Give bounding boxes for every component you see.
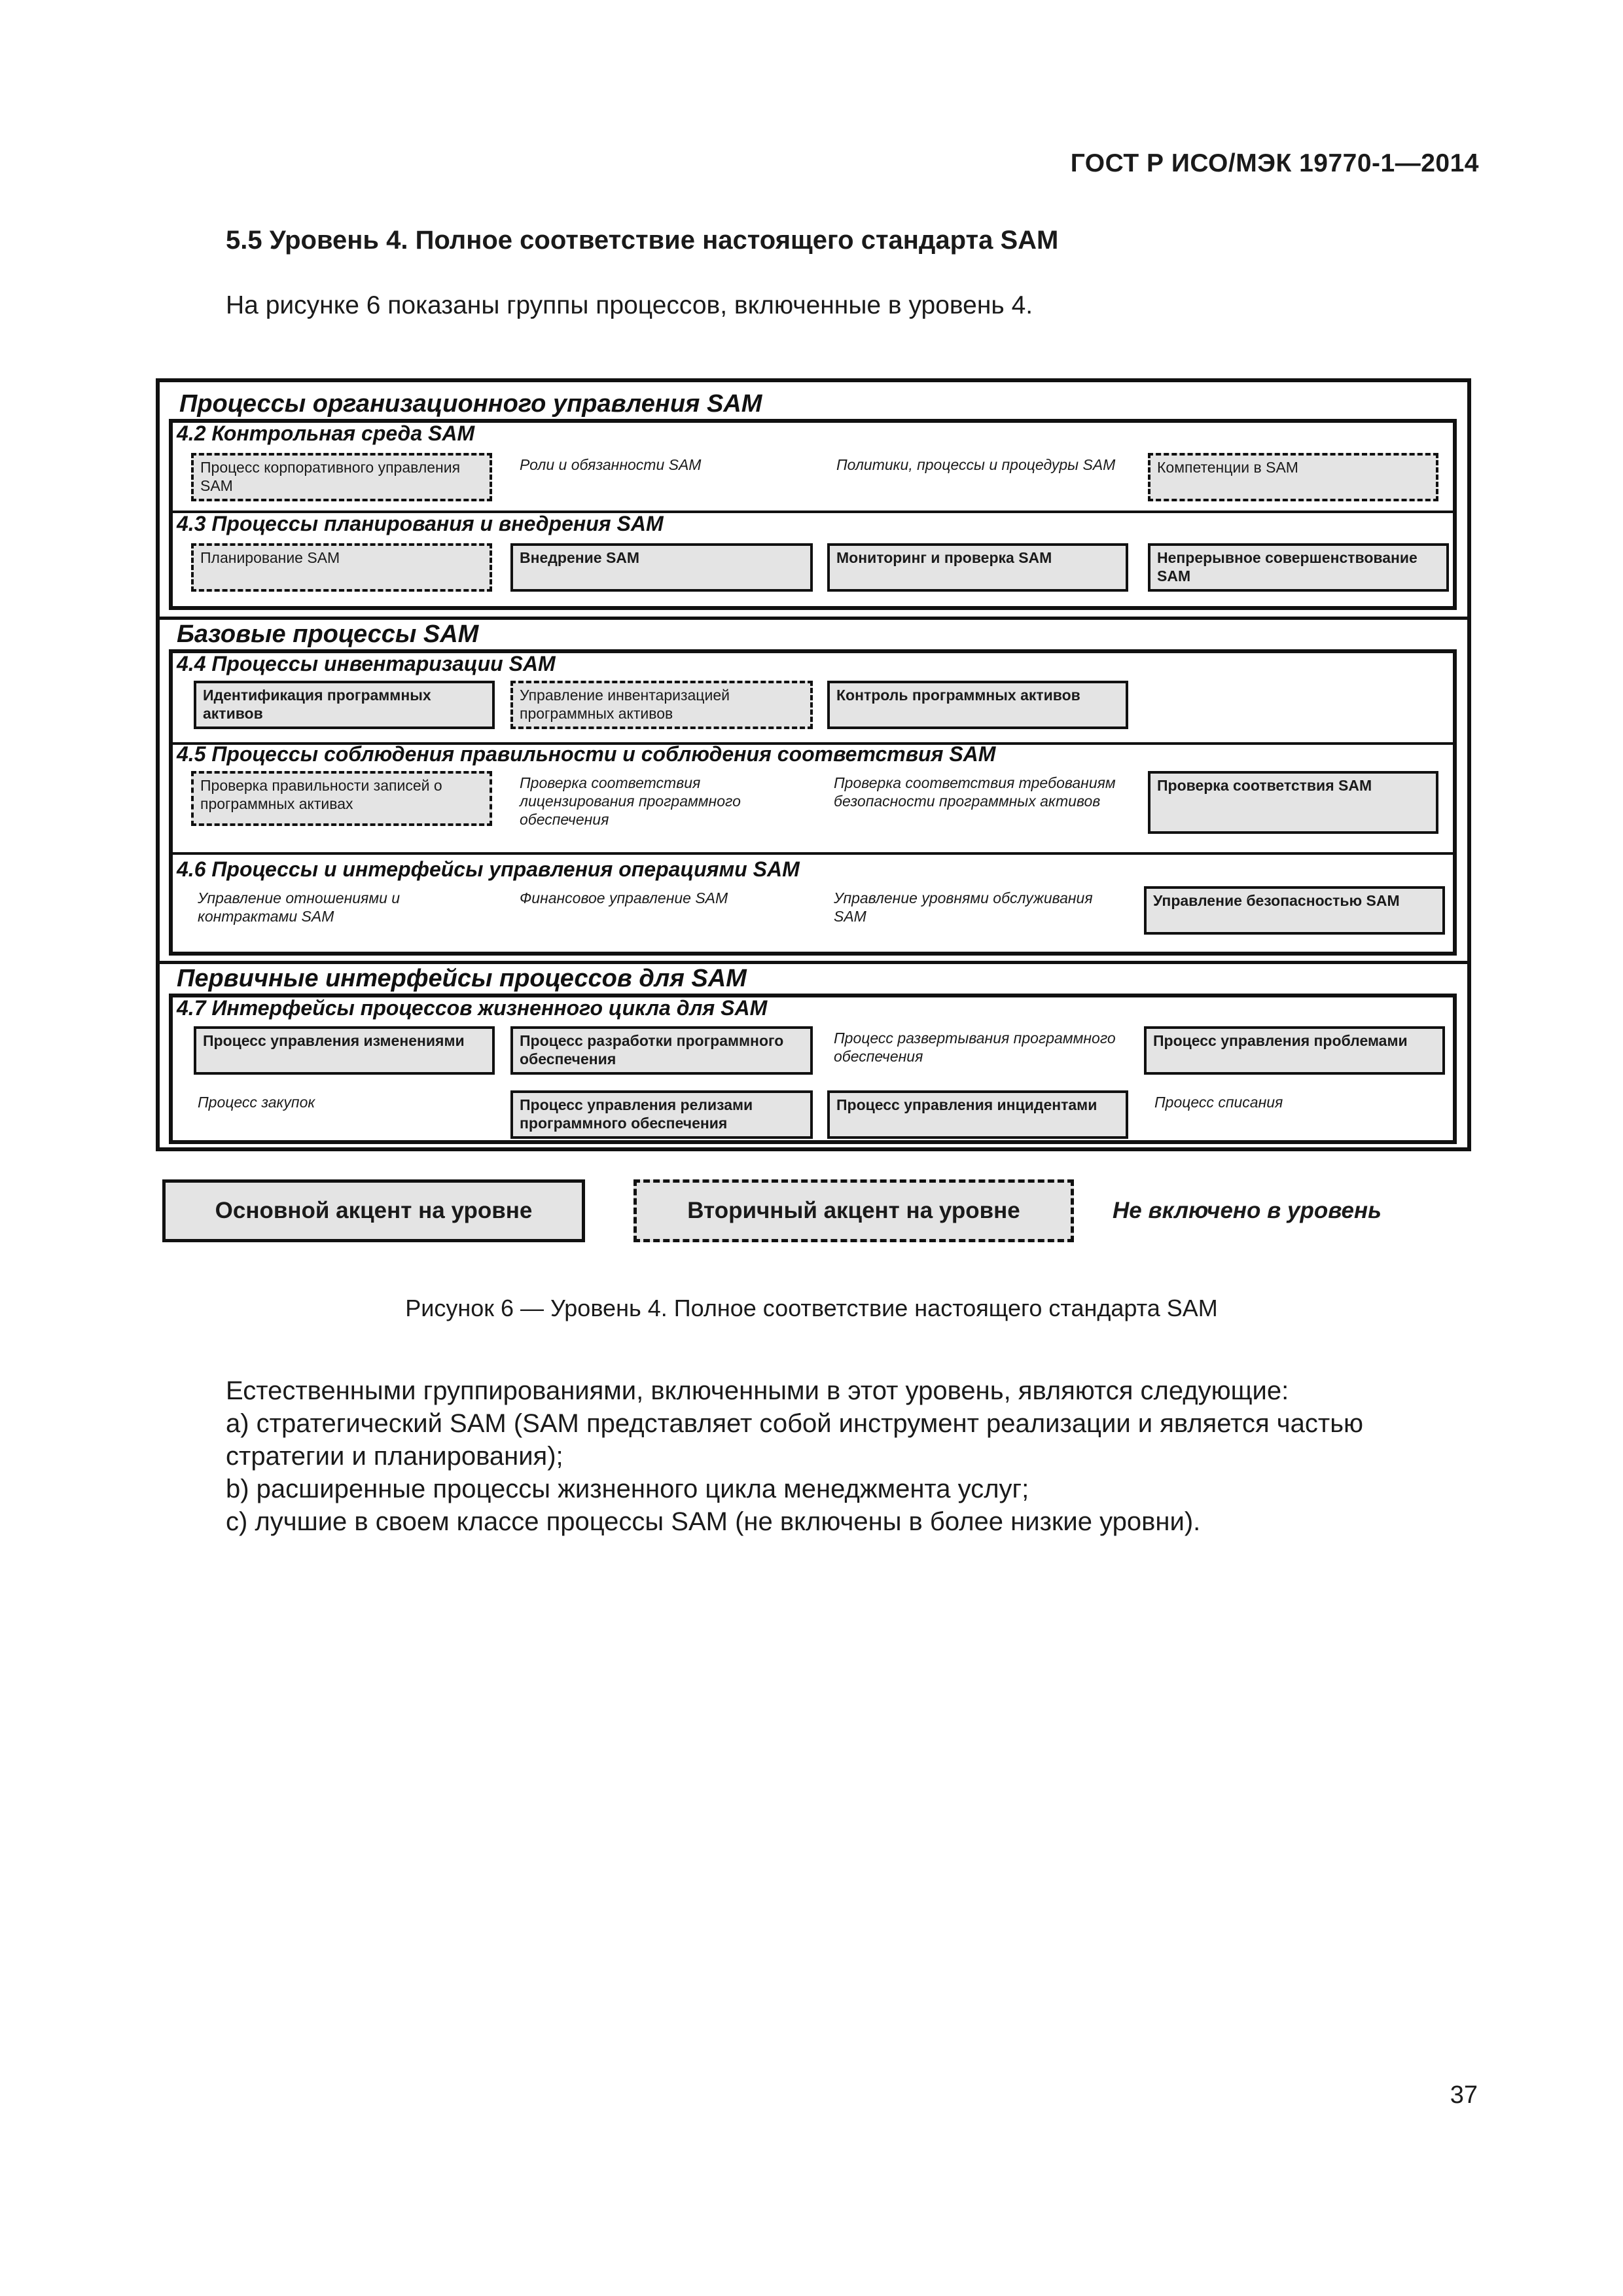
process-box: Процесс корпоративного управления SAM <box>191 453 492 501</box>
subsection-title-4-5: 4.5 Процессы соблюдения правильности и соблюдения соответствия SAM <box>177 742 996 766</box>
subsection-title-4-4: 4.4 Процессы инвентаризации SAM <box>177 652 556 675</box>
body-list-item-a: а) стратегический SAM (SAM представляет собой инструмент реализации и является частью стратегии и планирования); <box>226 1409 1364 1471</box>
subsection-title-4-6: 4.6 Процессы и интерфейсы управления операциями SAM <box>177 857 800 881</box>
process-box: Управление безопасностью SAM <box>1144 886 1445 935</box>
process-box: Управление уровнями обслуживания SAM <box>834 889 1093 925</box>
group-interfaces-frame <box>169 994 1457 1144</box>
process-box: Процесс управления проблемами <box>1144 1026 1445 1075</box>
group-base-frame <box>169 649 1457 956</box>
page-number: 37 <box>1450 2081 1478 2109</box>
process-box: Идентификация программных активов <box>194 681 495 729</box>
body-list-item-b: b) расширенные процессы жизненного цикла менеджмента услуг; <box>226 1475 1029 1503</box>
subsection-title-4-3: 4.3 Процессы планирования и внедрения SAM <box>177 512 664 535</box>
legend-primary: Основной акцент на уровне <box>162 1179 585 1242</box>
group-title-base: Базовые процессы SAM <box>177 620 479 648</box>
process-box: Процесс закупок <box>198 1094 315 1111</box>
process-box: Роли и обязанности SAM <box>520 456 702 473</box>
subsection-divider <box>173 852 1453 855</box>
process-box: Контроль программных активов <box>827 681 1128 729</box>
legend-none: Не включено в уровень <box>1113 1198 1382 1223</box>
section-intro: На рисунке 6 показаны группы процессов, включенные в уровень 4. <box>226 291 1033 319</box>
process-box: Процесс разработки программного обеспечения <box>510 1026 813 1075</box>
section-title: 5.5 Уровень 4. Полное соответствие настоящего стандарта SAM <box>226 226 1059 255</box>
legend-secondary: Вторичный акцент на уровне <box>633 1179 1074 1242</box>
process-box: Управление инвентаризацией программных активов <box>510 681 813 729</box>
group-title-interfaces: Первичные интерфейсы процессов для SAM <box>177 965 747 992</box>
figure-caption: Рисунок 6 — Уровень 4. Полное соответствие настоящего стандарта SAM <box>405 1295 1218 1321</box>
group-separator <box>160 617 1467 620</box>
body-paragraph: Естественными группированиями, включенными в этот уровень, являются следующие: <box>226 1376 1289 1405</box>
figure-6 <box>156 378 1471 1151</box>
document-header: ГОСТ Р ИСО/МЭК 19770-1—2014 <box>1070 149 1479 177</box>
process-box: Проверка соответствия требованиям безопасности программных активов <box>834 774 1116 810</box>
process-box: Компетенции в SAM <box>1148 453 1438 501</box>
process-box: Процесс списания <box>1154 1094 1283 1111</box>
process-box: Финансовое управление SAM <box>520 889 728 906</box>
group-title-org: Процессы организационного управления SAM <box>179 390 762 418</box>
group-org-frame <box>169 419 1457 610</box>
process-box: Управление отношениями и контрактами SAM <box>198 889 401 925</box>
process-box: Планирование SAM <box>191 543 492 592</box>
process-box: Непрерывное совершенствование SAM <box>1148 543 1449 592</box>
subsection-title-4-7: 4.7 Интерфейсы процессов жизненного цикла для SAM <box>177 996 768 1020</box>
process-box: Процесс управления инцидентами <box>827 1090 1128 1139</box>
process-box: Процесс управления релизами программного обеспечения <box>510 1090 813 1139</box>
process-box: Политики, процессы и процедуры SAM <box>836 456 1116 473</box>
body-list-item-c: c) лучшие в своем классе процессы SAM (не включены в более низкие уровни). <box>226 1507 1201 1536</box>
process-box: Проверка соответствия SAM <box>1148 771 1438 834</box>
process-box: Процесс развертывания программного обеспечения <box>834 1030 1116 1065</box>
process-box: Проверка правильности записей о программных активах <box>191 771 492 826</box>
group-separator <box>160 961 1467 964</box>
process-box: Внедрение SAM <box>510 543 813 592</box>
subsection-title-4-2: 4.2 Контрольная среда SAM <box>177 422 475 445</box>
process-box: Мониторинг и проверка SAM <box>827 543 1128 592</box>
process-box: Проверка соответствия лицензирования программного обеспечения <box>520 774 741 828</box>
process-box: Процесс управления изменениями <box>194 1026 495 1075</box>
